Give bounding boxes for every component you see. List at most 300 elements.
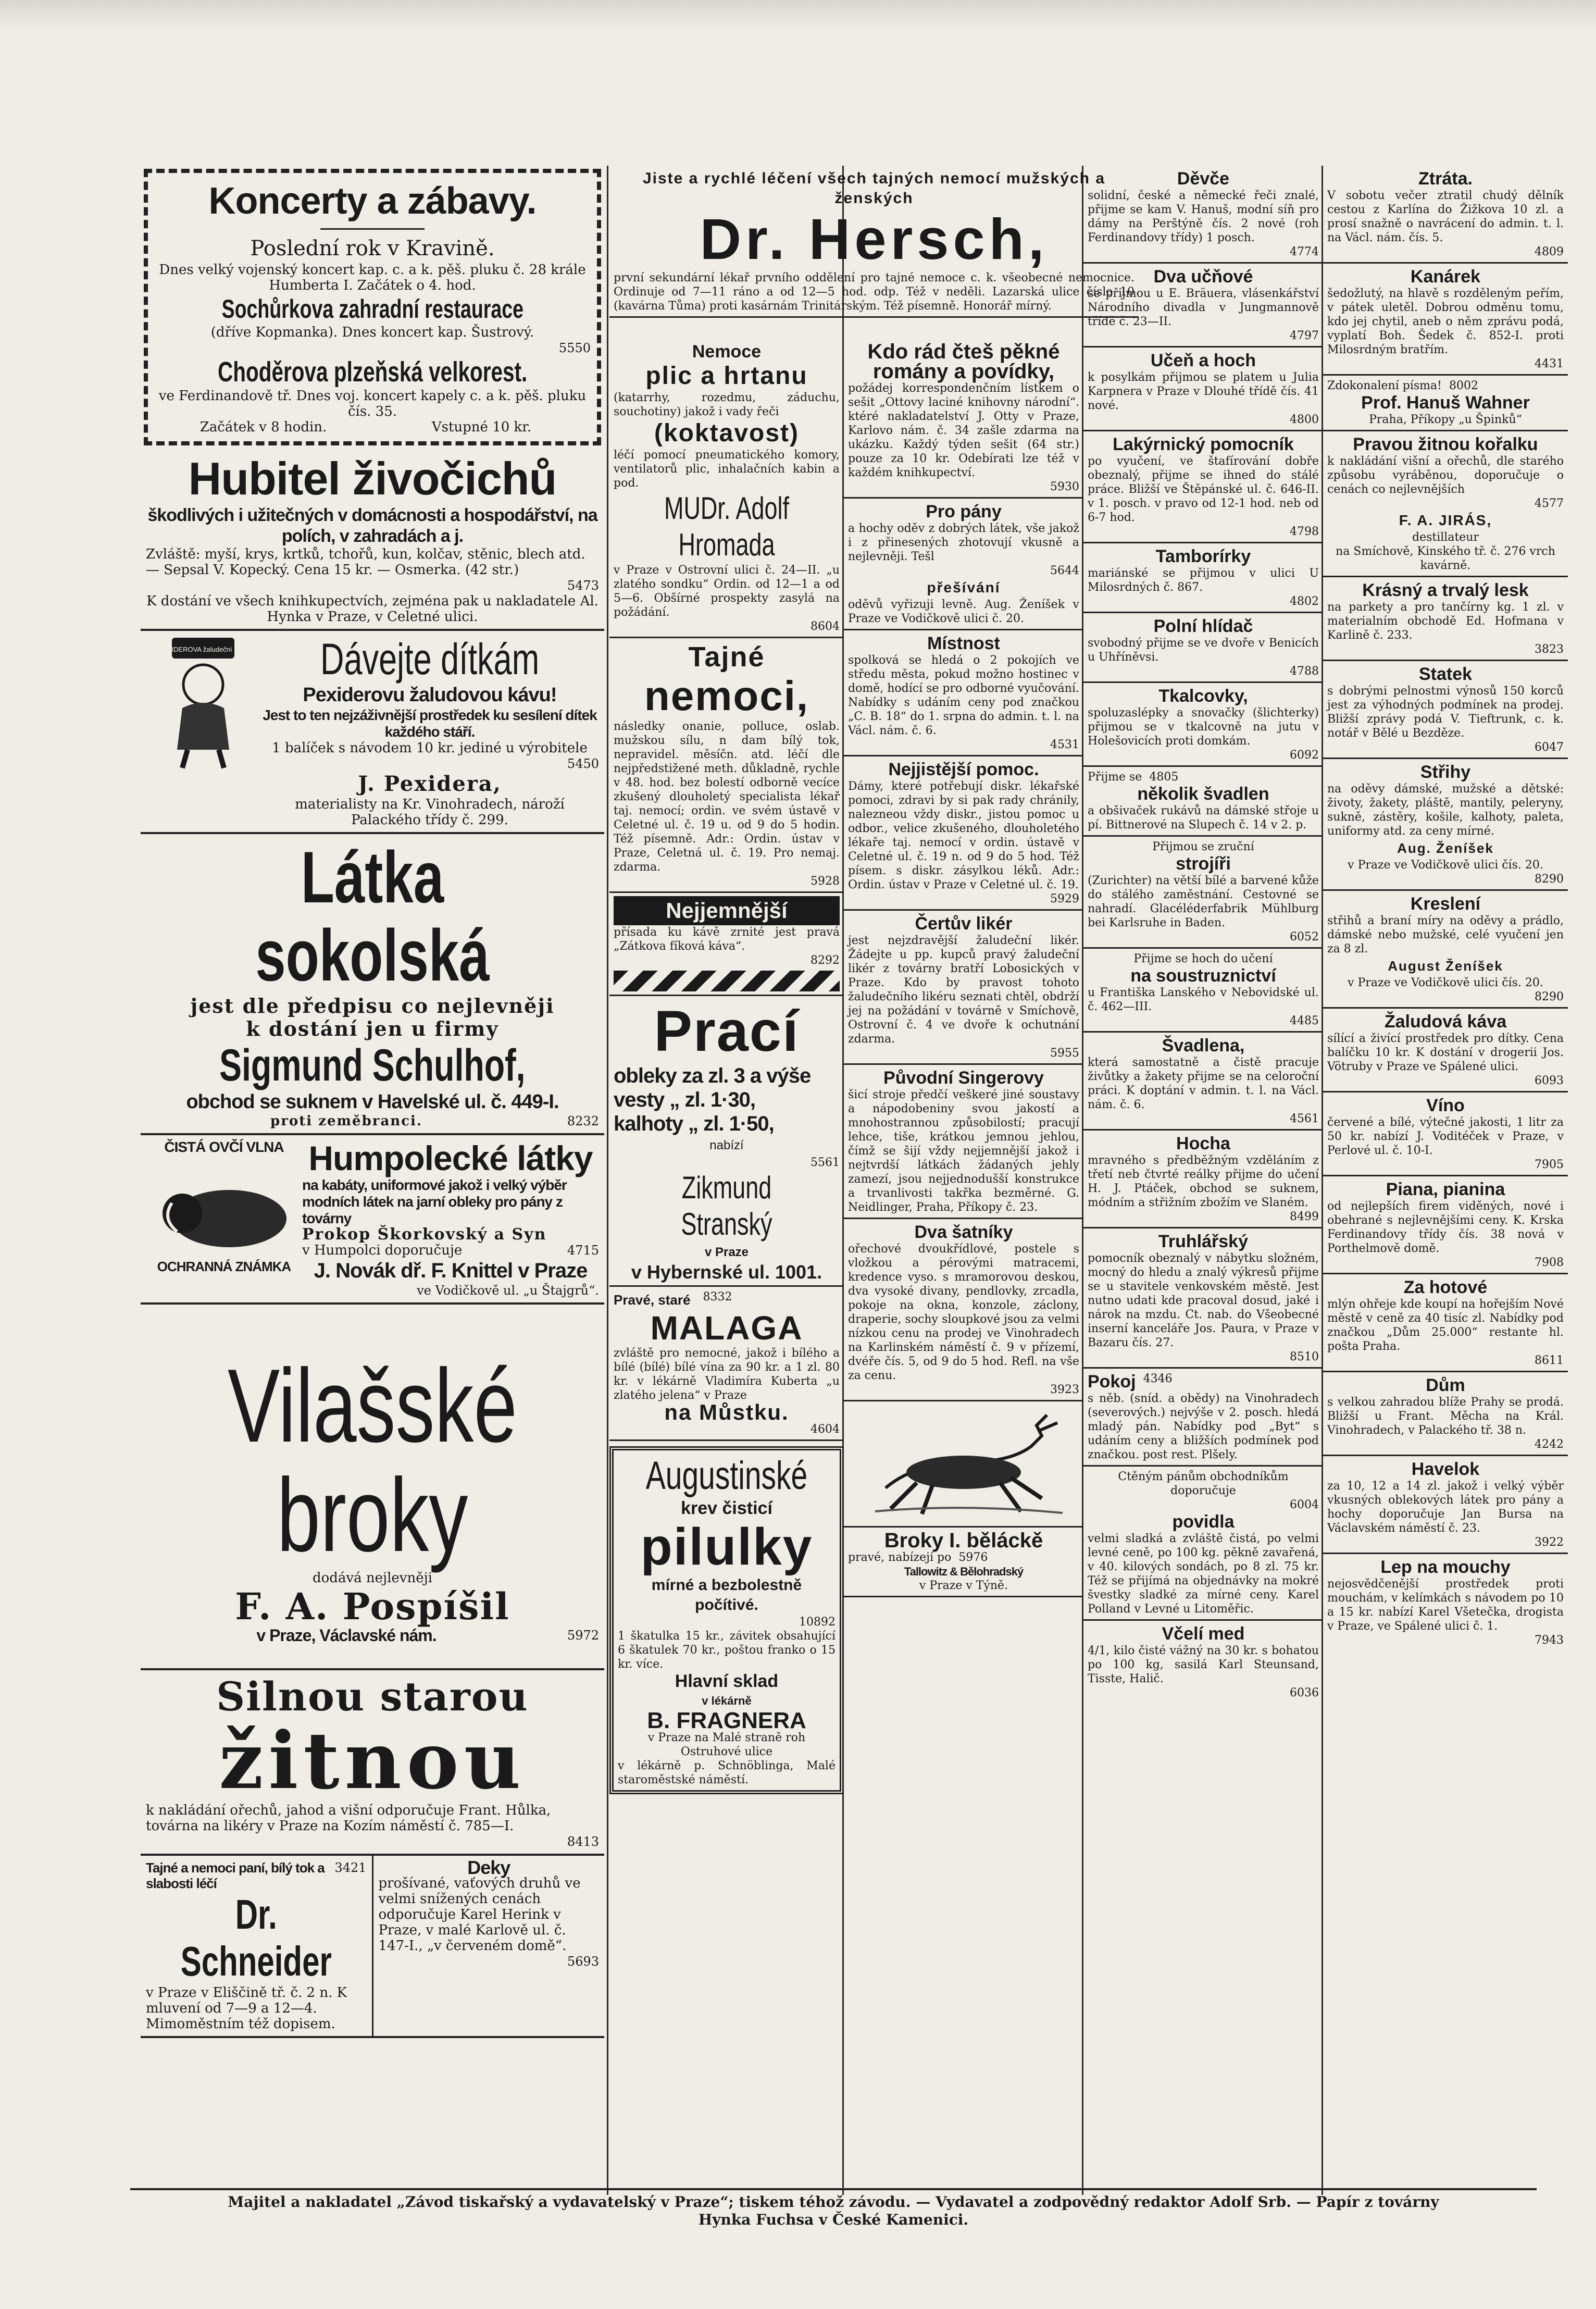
latka-sub1: jest dle předpisu co nejlevněji — [190, 994, 555, 1017]
ad-number: 8604 — [811, 620, 840, 633]
pexider-badge: PEXIDEROVA žaludeční káva — [158, 645, 248, 653]
moucha-ad — [1323, 1554, 1568, 1650]
augustin-v: v lékárně — [702, 1694, 752, 1707]
truhlarsky-text: pomocník obeznalý v nábytku složném, mocný do hledu a znalý výkresů přijme se u stavitele venkovském městě. Jest nutno udati kde pracoval dosud, jaké i nárok na mzdu. Ct. nab. do Všeobecné inserní kanceláře Jos. Paura, v Praze v Bazaru čís. 27. — [1088, 1252, 1319, 1349]
hlidac-text: svobodný přijme se ve dvoře v Benicích u Uhříněvsi. — [1088, 637, 1319, 664]
nejjistejsi-text: Dámy, které potřebují diskr. lékařské pomoci, zdravi by si pak rady chránily, nalezneou vždy diskr., jistou pomoc u odbor., velice zkušeného, dlouholetého lékaře taj. nemocí v ordin. ústavě v Celetné ul. č. 19 n. od 9 do 5 hod. Též písem. s diskr. zásylkou léků. Adr.: Ordin. ústav v Praze v Celetné ul. č. 19. — [848, 780, 1079, 891]
ucnove-title: Dva učňové — [1153, 267, 1253, 287]
nejjistejsi-title: Nejjistější pomoc. — [888, 760, 1039, 779]
humpolec-title: Humpolecké látky — [308, 1139, 593, 1177]
malaga-title2: na Můstku. — [664, 1400, 789, 1424]
statek-text: s dobrými pelnostmi výnosů 150 korců jest za výhodných podmínek na prodej. Bližší zprávy podá V. Tieftrunk, c. k. notář v Bělé u Bezděze. — [1327, 685, 1564, 740]
choder-start: Začátek v 8 hodin. — [200, 419, 327, 435]
ad-number: 8002 — [1449, 379, 1478, 392]
soustruznictvi-text: u Františka Lanského v Nebovidské ul. č. 462—III. — [1088, 986, 1319, 1013]
humpolec-text: na kabáty, uniformové jakož i velký výběr modních látek na jarní obleky pro pány z továrny — [302, 1177, 567, 1226]
ram-icon — [151, 1177, 297, 1255]
ad-number: 8232 — [567, 1114, 599, 1128]
certuv-title: Čertův likér — [915, 914, 1013, 934]
kanarek-title: Kanárek — [1410, 267, 1481, 287]
nejjemnejsi-ad — [609, 893, 844, 996]
ad-number: 4805 — [1149, 771, 1179, 784]
pro-pany-title2: přešívání — [927, 579, 1001, 595]
lesk-text: na parkety a pro tančírny kg. 1 zl. v materialním obchodě Ed. Hofmana v Karlině č. 233. — [1327, 601, 1564, 642]
ucnove-ad — [1083, 264, 1323, 347]
tallowitz-addr: v Praze v Týně. — [919, 1579, 1008, 1592]
augustin-sub2: mírné a bezbolestně počítivé. — [651, 1576, 802, 1613]
ad-number: 4798 — [1290, 525, 1319, 538]
nemoce-title: Nemoce — [692, 342, 762, 362]
vino-text: červené a bílé, výtečné jakosti, 1 litr za 50 kr. nabízí J. Voditéček v Praze, v Perlové ul. č. 10-I. — [1327, 1116, 1564, 1157]
column-5 — [1323, 166, 1568, 1650]
hocha-ad — [1083, 1131, 1323, 1228]
jiras-addr: na Smíchově, Kinského tř. č. 276 vrch kavárně. — [1336, 545, 1555, 572]
strojiri-ad — [1083, 837, 1323, 949]
pospisil-addr: v Praze, Václavské nám. — [256, 1626, 437, 1645]
hlidac-ad — [1083, 613, 1323, 683]
tamborirky-text: mariánské se přijmou v ulici U Milosrdných č. 867. — [1088, 567, 1319, 594]
vino-ad — [1323, 1093, 1568, 1176]
moucha-text: nejosvědčenější prostředek proti mouchám, v kelímkách s návodem po 10 a 15 kr. nabízí Karel Všetečka, drogista v Praze, ve Spálené ulici č. 1. — [1327, 1578, 1564, 1633]
ad-number: 6036 — [1290, 1686, 1319, 1699]
pexider-child-illustration — [146, 635, 260, 828]
svadlena-ad — [1083, 1033, 1323, 1131]
zenisek-firm: August Ženíšek — [1388, 958, 1503, 974]
ad-number: 4485 — [1290, 1014, 1319, 1027]
hocha-text: mravného s předběžným vzděláním z třetí neb čtvrté reálky přijme do učení H. J. Ptáček, obchod se suknem, módním a střižním zbožím ve Slaném. — [1088, 1154, 1319, 1209]
ucen-ad — [1083, 347, 1323, 431]
kdo-text: požádej korrespondenčním lístkem o sešit „Ottovy laciné knihovny národní“. ktéré nakladatelství J. Otty v Praze, Karlovo nám. č. 34 zašle zdarma na ukázku. Každý týden sešit (64 str.) pouze za 10 kr. Odebírati lze též v každém knihkupectví. — [848, 382, 1079, 479]
vino-title: Víno — [1426, 1096, 1465, 1115]
koralka-ad — [1323, 431, 1568, 577]
ad-number: 3923 — [1050, 1383, 1079, 1396]
latka-sub2: k dostání jen u firmy — [246, 1017, 499, 1040]
zenisek-addr: v Praze ve Vodičkově ulici čís. 20. — [1348, 976, 1543, 989]
ad-number: 4531 — [1050, 738, 1079, 751]
singer-ad — [844, 1065, 1083, 1219]
ad-number: 5550 — [558, 341, 591, 355]
skorkovsky-firm: Prokop Škorkovský a Syn — [302, 1225, 547, 1244]
schneider-text: Tajné a nemoci paní, bílý tok a slabosti léčí — [146, 1860, 325, 1891]
humpolec-text2: v Humpolci doporučuje — [302, 1243, 463, 1258]
stransky-addr: v Praze — [704, 1245, 749, 1259]
povidla-title: povidla — [1172, 1512, 1235, 1532]
sochurek-head: Sochůrkova zahradní restaurace — [221, 294, 523, 324]
zitnou-title2: žitnou — [219, 1715, 526, 1807]
pexider-text: Jest to ten nejzáživnější prostředek ku sesílení dítek každého stáří. — [263, 707, 597, 740]
ad-number: 6047 — [1535, 741, 1564, 754]
schneider-addr: v Praze v Eliščině tř. č. 2 n. K mluvení od 7—9 a 12—4. Mimoměstním též dopisem. — [146, 1985, 347, 2032]
devce-text: solidní, české a německé řeči znalé, přijme se kam V. Hanuš, modní síň pro dámy na Perštýně čís. 2 nové (roh Ferdinandovy třídy) 1 posch. — [1088, 189, 1319, 244]
povidla-pre: Ctěným pánům obchodníkům doporučuje — [1118, 1470, 1289, 1497]
piana-title: Piana, pianina — [1386, 1180, 1505, 1199]
malaga-top: Pravé, staré — [614, 1292, 691, 1308]
novak-dealer: J. Novák dř. F. Knittel v Praze — [314, 1259, 588, 1282]
hubitel-title: Hubitel živočichů — [188, 453, 557, 504]
strojiri-text: (Zurichter) na větší bílé a barvené kůže do stálého zaměstnání. Cestovné se nahradí. Glacéléderfabrik Mühlburg bei Karlsruhe in Baden. — [1088, 874, 1319, 929]
devce-title: Děvče — [1177, 169, 1230, 189]
ad-number: 4242 — [1535, 1438, 1564, 1451]
tallowitz-firm: Tallowitz & Bělohradský — [904, 1565, 1024, 1578]
dum-text: s velkou zahradou blíže Prahy se prodá. Bližší u Frant. Měcha na Král. Vinohradech, v Palackého tř. 38 n. — [1327, 1396, 1564, 1437]
fragner-addr: v Praze na Malé straně roh Ostruhové ulice — [647, 1731, 806, 1758]
wahner-ad — [1323, 376, 1568, 431]
hubitel-foot: K dostání ve všech knihkupectvích, zejména pak u nakladatele Al. Hynka v Praze, v Celetné ulici. — [146, 593, 598, 625]
ad-number: 8292 — [811, 954, 840, 967]
zaludova-text: sílící a živící prostředek pro dítky. Cena balíčku 10 kr. K dostání v drogerii Jos. Vötruby v Praze ve Spálené ulici. — [1327, 1032, 1564, 1073]
praci-title: Prací — [654, 999, 800, 1063]
stransky-firm: Zikmund Stranský — [681, 1170, 772, 1242]
ad-number: 5976 — [958, 1551, 988, 1564]
wahner-title: Prof. Hanuš Wahner — [1361, 393, 1530, 413]
truhlarsky-ad — [1083, 1228, 1323, 1369]
augustin-title: Augustinské — [645, 1454, 808, 1498]
koralka-text: k nakládání višní a ořechů, dle starého způsobu vyráběnou, doporučuje o cenách co nejlevnějších — [1327, 455, 1564, 496]
ad-number: 4561 — [1290, 1112, 1319, 1125]
hersch-name: Dr. Hersch, — [700, 207, 1049, 271]
vilasske-sub: dodává nejlevněji — [313, 1570, 432, 1586]
tkalcovky-ad — [1083, 683, 1323, 767]
wahner-addr: Praha, Příkopy „u Špinků“ — [1369, 413, 1522, 426]
pexider-firm: J. Pexidera, — [358, 772, 502, 796]
fragner-firm: B. FRAGNERA — [647, 1708, 806, 1733]
satniky-ad — [844, 1219, 1083, 1401]
med-text: 4/1, kilo čisté vážný na 30 kr. s bohatou po 100 kg, sasilá Karl Steunsand, Tisste, Halič. — [1088, 1644, 1319, 1685]
choder-text: ve Ferdinandově tř. Dnes voj. koncert kapely c. a k. pěš. pluku čís. 35. — [158, 388, 587, 419]
column-3 — [844, 339, 1083, 1597]
nejjemnejsi-title: Nejjemnější — [614, 896, 840, 925]
ucen-text: k posylkám přijmou se platem u Julia Karpnera v Praze v Dlouhé třídě čís. 41 nové. — [1088, 371, 1319, 412]
praci-line1: obleky za zl. 3 a výše — [614, 1064, 811, 1087]
pro-pany-text: a hochy oděv z dobrých látek, vše jakož i z přinesených zhotovují vkusně a nejlevněji. Tešl — [848, 522, 1079, 563]
koncerty-title: Koncerty a zábavy. — [208, 180, 537, 222]
broky-ad — [844, 1528, 1083, 1597]
ad-number: 5561 — [811, 1156, 840, 1169]
humpolec-ad — [141, 1135, 604, 1305]
malaga-ad — [609, 1287, 844, 1441]
praci-offer: nabízí — [709, 1138, 744, 1152]
kdo-ad — [844, 339, 1083, 499]
column-1 — [141, 166, 604, 2038]
hersch-top: Jiste a rychlé léčení všech tajných nemocí mužských a ženských — [642, 170, 1106, 207]
nemoce-ad — [609, 339, 844, 638]
zaludova-title: Žaludová káva — [1384, 1012, 1507, 1032]
ad-number: 7908 — [1535, 1256, 1564, 1269]
malaga-text: zvláště pro nemocné, jakož i bílého a bílé (bílé) bílé vína za 90 kr. a 1 zl. 80 kr. v lékárně Vladimíra Kuberta „u zlatého jelena“ v Praze — [614, 1347, 840, 1402]
ad-number: 7943 — [1535, 1634, 1564, 1647]
praci-line2: vesty „ zl. 1·30, — [614, 1088, 756, 1111]
ad-number: 3922 — [1535, 1536, 1564, 1549]
med-ad — [1083, 1621, 1323, 1703]
zaludova-ad — [1323, 1009, 1568, 1093]
ztrata-text: V sobotu večer ztratil chudý dělník cestou z Karlína do Žižkova 10 zl. a prosí snažně o navrácení do admin. t. l. na Václ. nám. čís. 5. — [1327, 189, 1564, 244]
mistnost-text: spolková se hledá o 2 pokojích ve středu města, pokud možno hostinec v domě, hodící se pro odborné vyučování. Nabídky s udáním ceny pod značkou „C. B. 18“ do 1. srpna do admin. t. l. na Václ. nám. č. 6. — [848, 654, 1079, 737]
ad-number: 6004 — [1290, 1498, 1319, 1511]
sochurek-text: (dříve Kopmanka). Dnes koncert kap. Šustrový. — [210, 325, 534, 340]
ad-number: 4788 — [1290, 665, 1319, 678]
ucen-title: Učeň a hoch — [1150, 351, 1256, 370]
mistnost-ad — [844, 630, 1083, 756]
svadlen-text: a obšivaček rukávů na dámské střoje u pí. Bittnerové na Slupech č. 14 v 2. p. — [1088, 804, 1319, 831]
pospisil-firm: F. A. Pospíšil — [235, 1585, 510, 1628]
column-rule — [607, 166, 608, 2195]
deky-ad — [373, 1856, 605, 2036]
zitnou-text: k nakládání ořechů, jahod a višní odporučuje Frant. Hůlka, továrna na likéry v Praze na Kozím náměstí č. 785—I. — [146, 1803, 551, 1834]
piana-text: od nejlepších firem viděných, nové i obehrané s nejlevnějšími ceny. K. Krska Ferdinandovy třídy čís. 38 nová v Porthelmově domě. — [1327, 1200, 1564, 1255]
ztrata-ad — [1323, 166, 1568, 264]
praci-ad — [609, 996, 844, 1287]
zenisek-firm: Aug. Ženíšek — [1397, 840, 1494, 856]
nemoce-text: (katarrhy, rozedmu, záduchu, souchotiny) jakož i vady řeči — [614, 391, 840, 418]
tamborirky-ad — [1083, 543, 1323, 613]
kravin-text: Dnes velký vojenský koncert kap. c. a k. pěš. pluku č. 28 krále Humberta I. Začátek o 4. hod. — [159, 262, 586, 293]
ad-number: 4346 — [1143, 1372, 1173, 1385]
strihy-text: na oděvy dámské, mužské a dětské: životy, žakety, pláště, mantily, peleryny, sukně, zástěry, košile, kalhoty, paleta, uniformy atd. za ceny mírné. — [1327, 783, 1564, 838]
dum-ad — [1323, 1372, 1568, 1456]
lakyrnicky-ad — [1083, 431, 1323, 543]
devce-ad — [1083, 166, 1323, 264]
schulhof-addr2: proti zeměbranci. — [270, 1113, 422, 1129]
ad-number: 4604 — [811, 1423, 840, 1436]
praci-line3: kalhoty „ zl. 1·50, — [614, 1112, 774, 1135]
piana-ad — [1323, 1176, 1568, 1274]
vilasske-ad — [141, 1305, 604, 1670]
ad-number: 5972 — [567, 1628, 599, 1643]
pokoj-text: s něb. (sníd. a obědy) na Vinohradech (severových.) nejvýše v 2. posch. hledá mladý pán. Nabídky pod „Byt“ s udáním ceny a bližších podmínek pod značkou. post rest. Plšely. — [1088, 1392, 1319, 1461]
pro-pany-text2: oděvů vyřizuji levně. Aug. Ženíšek v Praze ve Vodičkově ulici č. 20. — [848, 598, 1079, 625]
wahner-pre: Zdokonalení písma! — [1327, 379, 1442, 392]
ad-number: 5930 — [1050, 480, 1079, 493]
kdo-title: Kdo rád čteš pěkné — [867, 340, 1060, 363]
soustruznictvi-title: na soustruznictví — [1130, 966, 1276, 986]
havelok-title: Havelok — [1411, 1459, 1480, 1479]
vilasske-title: Vilašské broky — [228, 1348, 517, 1573]
svadlena-text: která samostatně a čistě pracuje živůtky a žakety přijme se na celoroční práci. K doptání v admin. t. l. na Václ. nám. č. 6. — [1088, 1056, 1319, 1111]
deky-text: prošívané, vaťových druhů ve velmi snížených cenách odporučuje Karel Herink v Praze, v malé Karlově ul. č. 147-I., „v červeném domě“. — [378, 1876, 581, 1954]
zitnou-ad — [141, 1670, 604, 1856]
column-2 — [609, 166, 1141, 318]
zenisek-addr: v Praze ve Vodičkově ulici čís. 20. — [1348, 859, 1543, 872]
schneider-ad — [141, 1856, 373, 2036]
hromada-addr: v Praze v Ostrovní ulici č. 24—II. „u zlatého sondku“ Ordin. od 12—1 a od 5—6. Obšírné prospekty zasylá na požádání. — [614, 564, 840, 619]
schneider-name: Dr. Schneider — [180, 1891, 332, 1984]
lesk-title: Krásný a trvalý lesk — [1362, 580, 1529, 600]
svadlen-ad — [1083, 767, 1323, 837]
jiras-firm2: destillateur — [1412, 531, 1479, 544]
imprint-line2: Hynka Fuchsa v České Kamenici. — [698, 2211, 969, 2228]
ad-number: 3421 — [334, 1860, 367, 1875]
strihy-ad — [1323, 759, 1568, 891]
certuv-ad — [844, 911, 1083, 1065]
ad-number: 4431 — [1535, 357, 1564, 370]
kresleni-text: střihů a braní míry na oděvy a prádlo, dámské nebo mužské, celé vyučení jen za 8 zl. — [1327, 914, 1564, 955]
augustin-sklad: Hlavní sklad — [675, 1671, 779, 1691]
moucha-title: Lep na mouchy — [1380, 1557, 1511, 1577]
ad-number: 4774 — [1290, 245, 1319, 258]
hocha-title: Hocha — [1176, 1134, 1230, 1153]
ad-number: 5450 — [567, 756, 599, 771]
pexider-title: Dávejte dítkám — [320, 635, 540, 684]
ad-number: 5955 — [1050, 1047, 1079, 1060]
trademark-label: OCHRANNÁ ZNÁMKA — [157, 1259, 291, 1274]
ram-trademark-illustration — [146, 1177, 302, 1259]
choder-head: Choděrova plzeňská velkorest. — [217, 356, 528, 388]
strihy-title: Střihy — [1420, 762, 1471, 782]
mistnost-title: Místnost — [927, 634, 1000, 653]
lakyrnicky-text: po vyučení, ve štafírování dobře obeznalý, přijme se ihned do stálé práce. Bližší ve Štěpánské ul. č. 646-II. v 1. posch. v pravo od 12-1 hod. neb od 6-7 hod. — [1088, 455, 1319, 524]
ad-number: 8290 — [1535, 990, 1564, 1003]
hubitel-ad — [141, 449, 604, 631]
nemoce-text2: léčí pomocí pneumatického komory, ventilatorů plic, inhalačních kabin a pod. — [614, 449, 840, 490]
child-with-package-icon — [151, 635, 255, 771]
latka-ad — [141, 834, 604, 1135]
truhlarsky-title: Truhlářský — [1158, 1232, 1248, 1251]
kresleni-title: Kreslení — [1410, 894, 1481, 914]
imprint-line1: Majitel a nakladatel „Závod tiskařský a vydavatelský v Praze“; tiskem téhož závodu. — Vydavatel a zodpovědný redaktor Adolf Srb. — Papír z továrny — [228, 2193, 1439, 2211]
dum-title: Dům — [1426, 1375, 1465, 1395]
schulhof-addr: obchod se suknem v Havelské ul. č. 449-I. — [186, 1091, 559, 1113]
ad-number: 7905 — [1535, 1158, 1564, 1171]
broky-title: Broky I. běláckě — [884, 1529, 1043, 1552]
nemoce-title3: (koktavost) — [654, 419, 800, 447]
choder-entry: Vstupné 10 kr. — [431, 419, 532, 435]
imprint-footer — [130, 2188, 1537, 2229]
ad-number: 5693 — [567, 1954, 599, 1969]
soustruznictvi-ad — [1083, 949, 1323, 1033]
kresleni-ad — [1323, 891, 1568, 1009]
kanarek-text: šedožlutý, na hlavě s rozděleným peřím, v pátek uletěl. Dobrou odměnu tomu, kdo jej chytil, aneb o něm zprávu podá, vyplatí Boh. Šedek č. 852-I. proti Milosrdným bratřím. — [1327, 287, 1564, 356]
tajne-title: Tajné — [688, 641, 765, 673]
ad-number: 8290 — [1535, 873, 1564, 886]
decorative-band — [614, 971, 840, 991]
tkalcovky-text: spoluzaslépky a snovačky (šlichterky) přijmou se v tkalcovně na jutu v Holešovicích proti domkám. — [1088, 706, 1319, 748]
ad-number: 8510 — [1290, 1350, 1319, 1363]
fragner-addr2: v lékárně p. Schnöblinga, Malé staroměstské náměstí. — [618, 1759, 836, 1786]
ad-number: 6092 — [1290, 749, 1319, 762]
ad-number: 4800 — [1290, 413, 1319, 426]
hotove-title: Za hotové — [1403, 1277, 1488, 1297]
povidla-text: velmi sladká a zvláště čistá, po velmi levné ceně, po 100 kg. pěkně zavařená, v 40. kilových sondách, po 8 zl. 75 kr. Též se přijímá na objednávky na mokré švestky sladké za mírné ceny. Karel Polland v Levné u Litoměřic. — [1088, 1532, 1319, 1616]
tajne-title2: nemoci, — [644, 673, 809, 719]
svadlen-title: několik švadlen — [1137, 784, 1269, 804]
kanarek-ad — [1323, 264, 1568, 376]
hersch-text: první sekundární lékař prvního oddělení pro tajné nemoce c. k. všeobecné nemocnice. Ordinuje od 7—11 ráno a od 12—5 hod. odp. Též v neděli. Lazarská ulice číslo 10 (kavárna Tůma) proti kasárnám Trinitárským. Též písemně. Honorář mírný. — [614, 271, 1134, 313]
tajne-ad — [609, 638, 844, 893]
hotove-ad — [1323, 1274, 1568, 1372]
schneider-deky-row — [141, 1856, 604, 2038]
pro-pany-ad — [844, 499, 1083, 630]
satniky-text: ořechové dvoukřídlové, postele s vložkou a pérovými matracemi, kredence vyso. s mramorovou deskou, dva vysoké divany, pendlovky, zrcadla, pokoje na okna, konzole, záclony, draperie, sochy sloupkové jsou za velmi nízkou cenu na prodej ve Vinohradech na Karlinském náměstí č. 9 v přízemí, dvéře čís. 5, od 9 do 5 hod. Refl. na vše za cenu. — [848, 1243, 1079, 1382]
wool-label: ČISTÁ OVČÍ VLNA — [164, 1139, 284, 1155]
certuv-text: jest nejzdravější žaludeční likér. Žádejte u pp. kupců pravý žaludeční likér z továrny bratří Lobosických v Praze. Kdo by pravost tohoto žaludečního likéru seznati chtěl, obdrží jej na požádání v továrně v Smíchově, Ostrovní č. 4 ve dvoře k ochutnání zdarma. — [848, 934, 1079, 1046]
ad-number: 6052 — [1290, 930, 1319, 944]
strojiri-title: strojíři — [1176, 854, 1231, 874]
ad-number: 5473 — [567, 578, 599, 593]
tamborirky-title: Tamborírky — [1155, 547, 1251, 566]
broky-text: pravé, nabízejí po — [848, 1551, 952, 1564]
deer-icon — [854, 1405, 1073, 1519]
tkalcovky-title: Tkalcovky, — [1158, 686, 1248, 706]
latka-title: Látka sokolská — [255, 836, 490, 996]
augustin-sub: krev čisticí — [681, 1498, 772, 1518]
satniky-title: Dva šatníky — [914, 1222, 1013, 1242]
hotove-text: mlýn ohřeje kde koupí na hořejším Nové městě v ceně za 40 tisíc zl. Nabídky pod značkou „Dům 25.000“ restante hl. pošta Praha. — [1327, 1298, 1564, 1353]
pro-pany-title: Pro pány — [926, 502, 1002, 522]
stransky-addr2: v Hybernské ul. 1001. — [631, 1261, 822, 1283]
pexider-ad — [141, 631, 604, 834]
ad-number: 3823 — [1535, 643, 1564, 656]
malaga-title: MALAGA — [650, 1309, 803, 1347]
pokoj-ad — [1083, 1369, 1323, 1467]
novak-addr: ve Vodičkově ul. „u Štajgrů“. — [417, 1283, 599, 1298]
singer-title: Původní Singerovy — [883, 1068, 1044, 1088]
havelok-ad — [1323, 1456, 1568, 1554]
hromada-name: MUDr. Adolf Hromada — [664, 491, 790, 562]
statek-title: Statek — [1418, 664, 1473, 684]
ucnove-text: se přijmou u E. Bräuera, vlásenkářství Národního divadla v Jungmannově třídě č. 23—II. — [1088, 287, 1319, 328]
havelok-text: za 10, 12 a 14 zl. jakož i velký výběr vkusných oblekových látek pro pány a hochy doporučuje Jan Bursa na Václavském náměstí č. 23. — [1327, 1480, 1564, 1535]
kdo-title2: romány a povídky, — [872, 360, 1055, 383]
column-2-body — [609, 339, 844, 1794]
pexider-price: 1 balíček s návodem 10 kr. jediné u výrobitele — [272, 740, 588, 756]
ad-number: 6093 — [1535, 1074, 1564, 1087]
koralka-title: Pravou žitnou kořalku — [1353, 435, 1538, 454]
ad-number: 8611 — [1535, 1354, 1564, 1367]
augustin-title2: pilulky — [640, 1518, 813, 1576]
ad-number: 4802 — [1290, 595, 1319, 608]
pexider-addr: materialisty na Kr. Vinohradech, nároží Palackého třídy č. 299. — [295, 797, 565, 828]
ad-number: 5928 — [811, 875, 840, 888]
ad-number: 4715 — [567, 1243, 599, 1258]
statek-ad — [1323, 661, 1568, 759]
ad-number: 8499 — [1290, 1210, 1319, 1223]
lakyrnicky-title: Lakýrnický pomocník — [1113, 435, 1294, 454]
augustin-text: 1 škatulka 15 kr., závitek obsahující 6 škatulek 70 kr., poštou franko o 15 kr. více. — [618, 1630, 836, 1671]
ad-number: 8413 — [567, 1834, 599, 1849]
ad-number: 4809 — [1535, 245, 1564, 258]
page-edge-shadow — [0, 0, 1596, 31]
povidla-ad — [1083, 1467, 1323, 1621]
ad-number: 10892 — [799, 1616, 836, 1629]
ad-number: 5644 — [1050, 564, 1079, 577]
lesk-ad — [1323, 577, 1568, 661]
med-title: Včelí med — [1162, 1624, 1245, 1644]
hersch-ad — [609, 166, 1139, 318]
ad-number: 4577 — [1535, 497, 1564, 510]
strojiri-pre: Přijmou se zruční — [1152, 840, 1254, 853]
pokoj-title: Pokoj — [1088, 1372, 1136, 1392]
ad-number: 4797 — [1290, 329, 1319, 342]
jiras-firm: F. A. JIRÁS, — [1399, 512, 1492, 528]
ad-number: 5929 — [1050, 892, 1079, 905]
deer-illustration — [844, 1401, 1083, 1528]
singer-text: šicí stroje předčí veškeré jiné soustavy a nápodobeniny svou jakostí a mnohostrannou způsobilostí; pracují lehce, tiše, krátkou jemnou jehlou, čímž se šijí vždy nejjemnější jakož i nejtvrdší látkách žádaných jehly zamezí, jsou nejjednodušší konstrukce a trvanlivosti takřka bezměrné. G. Neidlinger, Praha, Příkopy č. 23. — [848, 1088, 1079, 1214]
augustin-ad — [609, 1446, 844, 1794]
tajne-text: následky onanie, polluce, oslab. mužskou sílu, n dam bílý tok, nepravidel. měsíčn. atd. léčí dle nejpředstižené meth. důkladně, rychle v 48. hod. bez bolestí odborně vecíce zkušený dlouholetý specialista lékař taj. nemocí; ordin. ve svém ústavě v Celetné ul. č. 19 u. od 9 do 5 hodin. Též písemně. Adr.: Ordin. ústav v Praze, Celetná ul. č. 19. Pro nemaj. zdarma. — [614, 720, 840, 874]
column-4 — [1083, 166, 1323, 1703]
ztrata-title: Ztráta. — [1418, 169, 1473, 189]
svadlena-title: Švadlena, — [1162, 1036, 1245, 1056]
hlidac-title: Polní hlídač — [1153, 616, 1253, 636]
nejjemnejsi-text: přísada ku kávě zrnité jest pravá „Zátkova fíková káva“. — [614, 926, 840, 953]
kravin-head: Poslední rok v Kravině. — [250, 237, 495, 260]
hubitel-sub: škodlivých i užitečných v domácnosti a hospodářství, na polích, v zahradách a j. — [147, 505, 597, 546]
deky-title: Deky — [467, 1857, 510, 1878]
zitnou-title1: Silnou starou — [216, 1673, 529, 1720]
soustruznictvi-pre: Přijme se hoch do učení — [1133, 952, 1273, 965]
hubitel-text: Zvláště: myší, krys, krtků, tchořů, kun, kolčav, stěnic, blech atd. — Sepsal V. Kopecký. Cena 15 kr. — Osmerka. (42 str.) — [146, 547, 585, 578]
nemoce-title2: plic a hrtanu — [645, 362, 808, 390]
